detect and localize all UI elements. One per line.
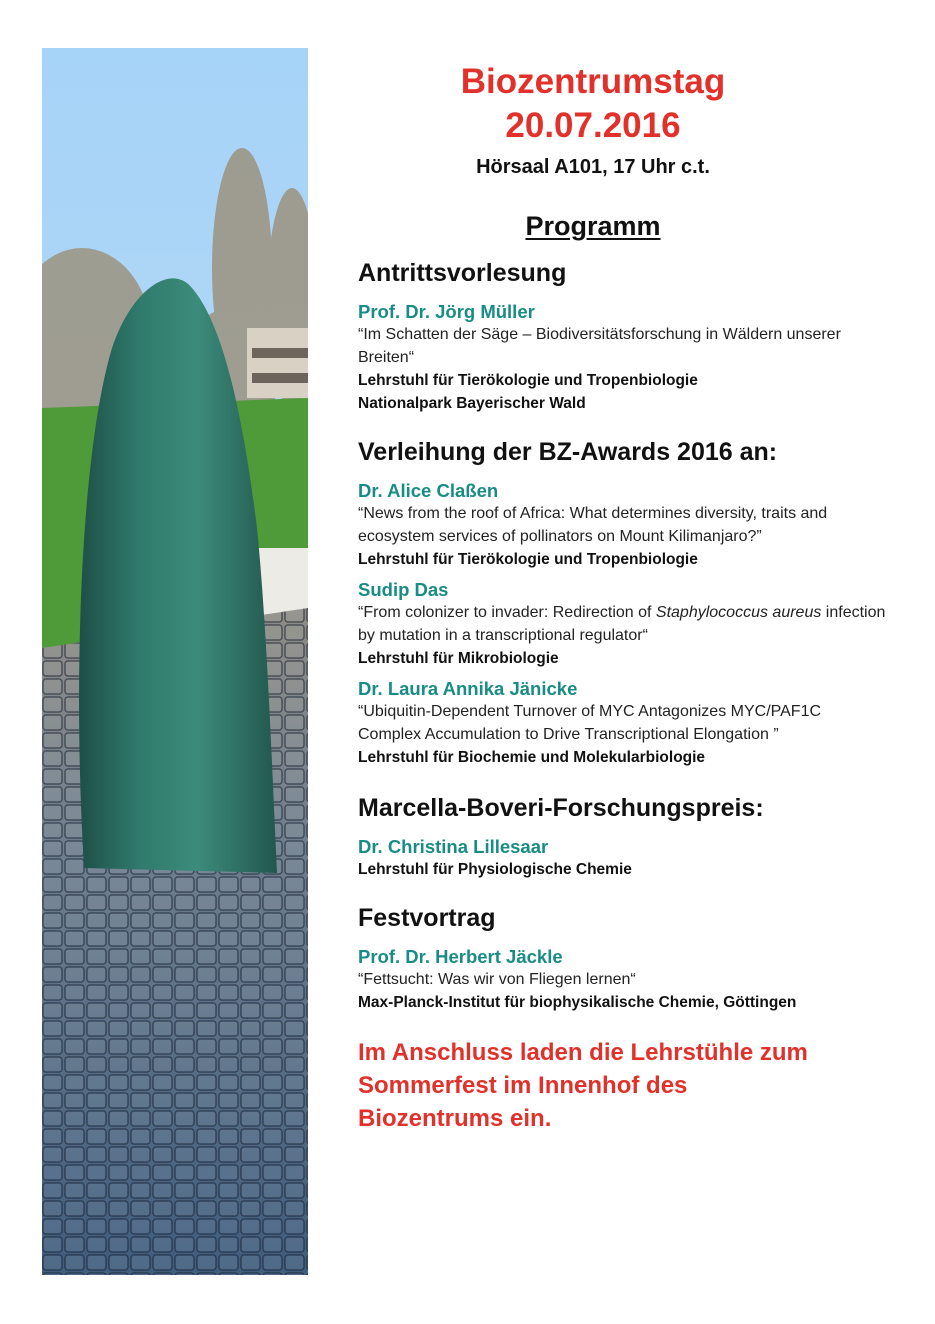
speaker-name: Dr. Christina Lillesaar (358, 836, 549, 857)
event-date: 20.07.2016 (505, 106, 681, 145)
event-title: Biozentrumstag (460, 62, 726, 101)
speaker-entry (358, 946, 888, 1014)
building (247, 328, 308, 398)
affiliation: Lehrstuhl für Tierökologie und Tropenbiologie (358, 372, 698, 389)
talk-title-species: Staphylococcus aureus (655, 604, 822, 621)
speaker-name: Prof. Dr. Herbert Jäckle (358, 946, 563, 967)
section-heading: Antrittsvorlesung (358, 259, 567, 287)
speaker-name: Sudip Das (358, 579, 449, 600)
affiliation: Lehrstuhl für Tierökologie und Tropenbiologie (358, 551, 698, 568)
speaker-name: Dr. Laura Annika Jänicke (358, 678, 578, 699)
affiliation: Lehrstuhl für Biochemie und Molekularbiologie (358, 749, 706, 766)
talk-title: “News from the roof of Africa: What determines diversity, traits and ecosystem services of pollinators on Mount Kilimanjaro?” (358, 505, 828, 545)
affiliation: Lehrstuhl für Physiologische Chemie (358, 861, 632, 878)
talk-title-part: “From colonizer to invader: Redirection of (358, 604, 656, 621)
affiliation-secondary: Nationalpark Bayerischer Wald (358, 395, 586, 412)
speaker-entry (358, 480, 888, 571)
speaker-name: Prof. Dr. Jörg Müller (358, 301, 535, 322)
section-heading: Festvortrag (358, 904, 496, 932)
speaker-entry (358, 678, 888, 769)
talk-title: “Im Schatten der Säge – Biodiversitätsforschung in Wäldern unserer Breiten“ (358, 326, 841, 366)
speaker-entry (358, 301, 888, 415)
program-flyer (358, 60, 888, 1135)
affiliation: Max-Planck-Institut für biophysikalische Chemie, Göttingen (358, 994, 797, 1011)
talk-title-part: infection by mutation in a transcriptional regulator“ (358, 604, 886, 644)
talk-title (358, 601, 888, 647)
program-heading: Programm (525, 211, 661, 241)
section-heading: Verleihung der BZ-Awards 2016 an: (358, 438, 778, 466)
section-heading: Marcella-Boveri-Forschungspreis: (358, 794, 764, 822)
event-venue: Hörsaal A101, 17 Uhr c.t. (476, 156, 710, 178)
sculpture-photo (42, 48, 308, 1275)
talk-title: “Ubiquitin-Dependent Turnover of MYC Antagonizes MYC/PAF1C Complex Accumulation to Drive Transcriptional Elongation ” (358, 703, 822, 743)
talk-title: “Fettsucht: Was wir von Fliegen lernen“ (358, 971, 636, 988)
affiliation: Lehrstuhl für Mikrobiologie (358, 650, 559, 667)
speaker-entry (358, 579, 888, 670)
sculpture-illustration (42, 48, 308, 1275)
closing-invitation: Im Anschluss laden die Lehrstühle zum Sommerfest im Innenhof des Biozentrums ein. (358, 1039, 808, 1132)
speaker-entry (358, 836, 888, 881)
speaker-name: Dr. Alice Claßen (358, 480, 499, 501)
